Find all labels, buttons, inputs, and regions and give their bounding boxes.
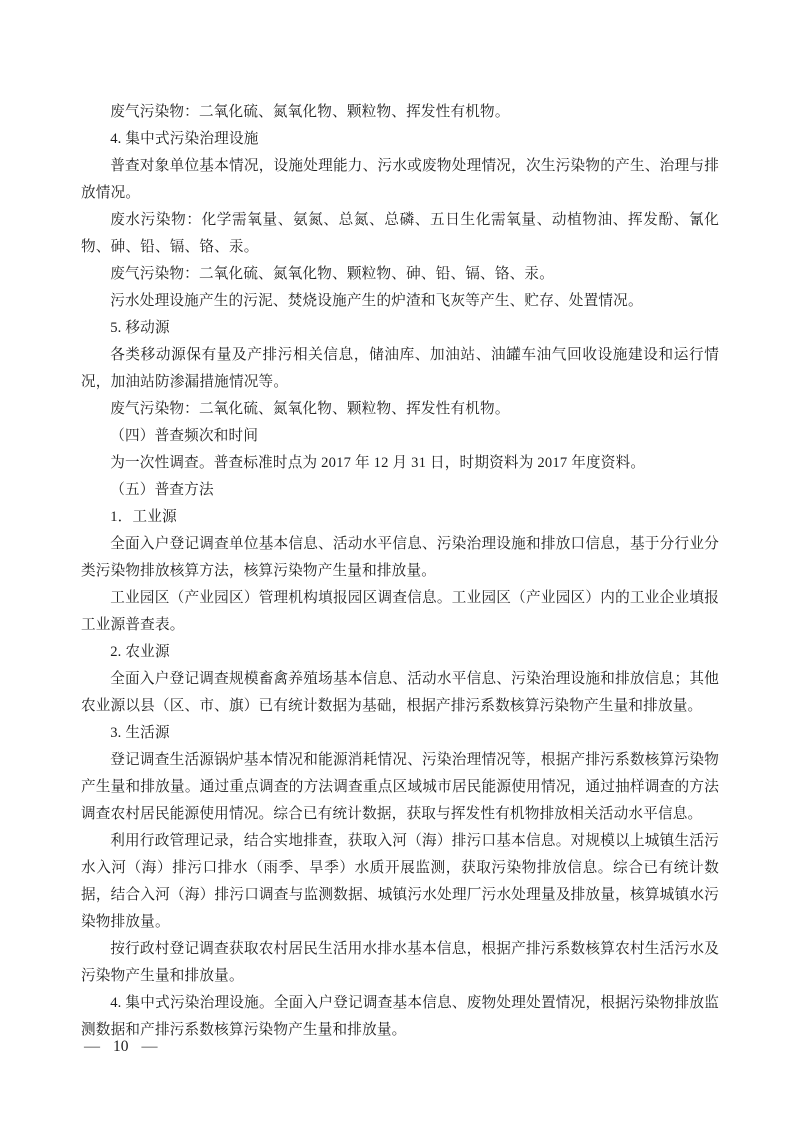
paragraph-heading: 5. 移动源 [110, 320, 170, 336]
paragraph: 4. 集中式污染治理设施。全面入户登记调查基本信息、废物处理处置情况，根据污染物排放监测数据和产排污系数核算污染物产生量和排放量。 [81, 995, 719, 1038]
paragraph: 按行政村登记调查获取农村居民生活用水排水基本信息，根据产排污系数核算农村生活污水及污染物产生量和排放量。 [81, 941, 719, 984]
paragraph-heading: （四）普查频次和时间 [110, 428, 259, 444]
paragraph-heading: （五）普查方法 [110, 482, 214, 498]
paragraph-heading: 1．工业源 [110, 509, 177, 525]
paragraph: 利用行政管理记录，结合实地排查，获取入河（海）排污口基本信息。对规模以上城镇生活污水入河（海）排污口排水（雨季、旱季）水质开展监测，获取污染物排放信息。综合已有统计数据，结合入河（海）排污口调查与监测数据、城镇污水处理厂污水处理量及排放量，核算城镇水污染物排放量。 [81, 833, 719, 930]
paragraph: 为一次性调查。普查标准时点为 2017 年 12 月 31 日，时期资料为 2017 年度资料。 [110, 455, 646, 471]
paragraph: 工业园区（产业园区）管理机构填报园区调查信息。工业园区（产业园区）内的工业企业填报工业源普查表。 [81, 590, 719, 633]
paragraph-heading: 4. 集中式污染治理设施 [110, 131, 259, 147]
paragraph: 污水处理设施产生的污泥、焚烧设施产生的炉渣和飞灰等产生、贮存、处置情况。 [110, 293, 643, 309]
paragraph: 登记调查生活源锅炉基本情况和能源消耗情况、污染治理情况等，根据产排污系数核算污染物产生量和排放量。通过重点调查的方法调查重点区域城市居民能源使用情况，通过抽样调查的方法调查农村居民能源使用情况。综合已有统计数据，获取与挥发性有机物排放相关活动水平信息。 [81, 752, 719, 822]
paragraph-heading: 3. 生活源 [110, 725, 170, 741]
paragraph: 各类移动源保有量及产排污相关信息，储油库、加油站、油罐车油气回收设施建设和运行情况，加油站防渗漏措施情况等。 [81, 347, 719, 390]
paragraph: 普查对象单位基本情况，设施处理能力、污水或废物处理情况，次生污染物的产生、治理与排放情况。 [81, 158, 719, 201]
paragraph: 全面入户登记调查单位基本信息、活动水平信息、污染治理设施和排放口信息，基于分行业分类污染物排放核算方法，核算污染物产生量和排放量。 [81, 536, 719, 579]
page-footer [84, 1038, 158, 1056]
footer-dash-right: — [141, 1038, 158, 1055]
paragraph: 全面入户登记调查规模畜禽养殖场基本信息、活动水平信息、污染治理设施和排放信息；其他农业源以县（区、市、旗）已有统计数据为基础，根据产排污系数核算污染物产生量和排放量。 [81, 671, 719, 714]
paragraph: 废气污染物：二氧化硫、氮氧化物、颗粒物、砷、铅、镉、铬、汞。 [110, 266, 555, 282]
paragraph: 废气污染物：二氧化硫、氮氧化物、颗粒物、挥发性有机物。 [110, 104, 510, 120]
paragraph: 废气污染物：二氧化硫、氮氧化物、颗粒物、挥发性有机物。 [110, 401, 510, 417]
page-number: 10 [113, 1038, 129, 1055]
paragraph-heading: 2. 农业源 [110, 644, 170, 660]
document-body [81, 99, 719, 1044]
footer-dash-left: — [84, 1038, 100, 1055]
paragraph: 废水污染物：化学需氧量、氨氮、总氮、总磷、五日生化需氧量、动植物油、挥发酚、氰化物、砷、铅、镉、铬、汞。 [81, 212, 719, 255]
